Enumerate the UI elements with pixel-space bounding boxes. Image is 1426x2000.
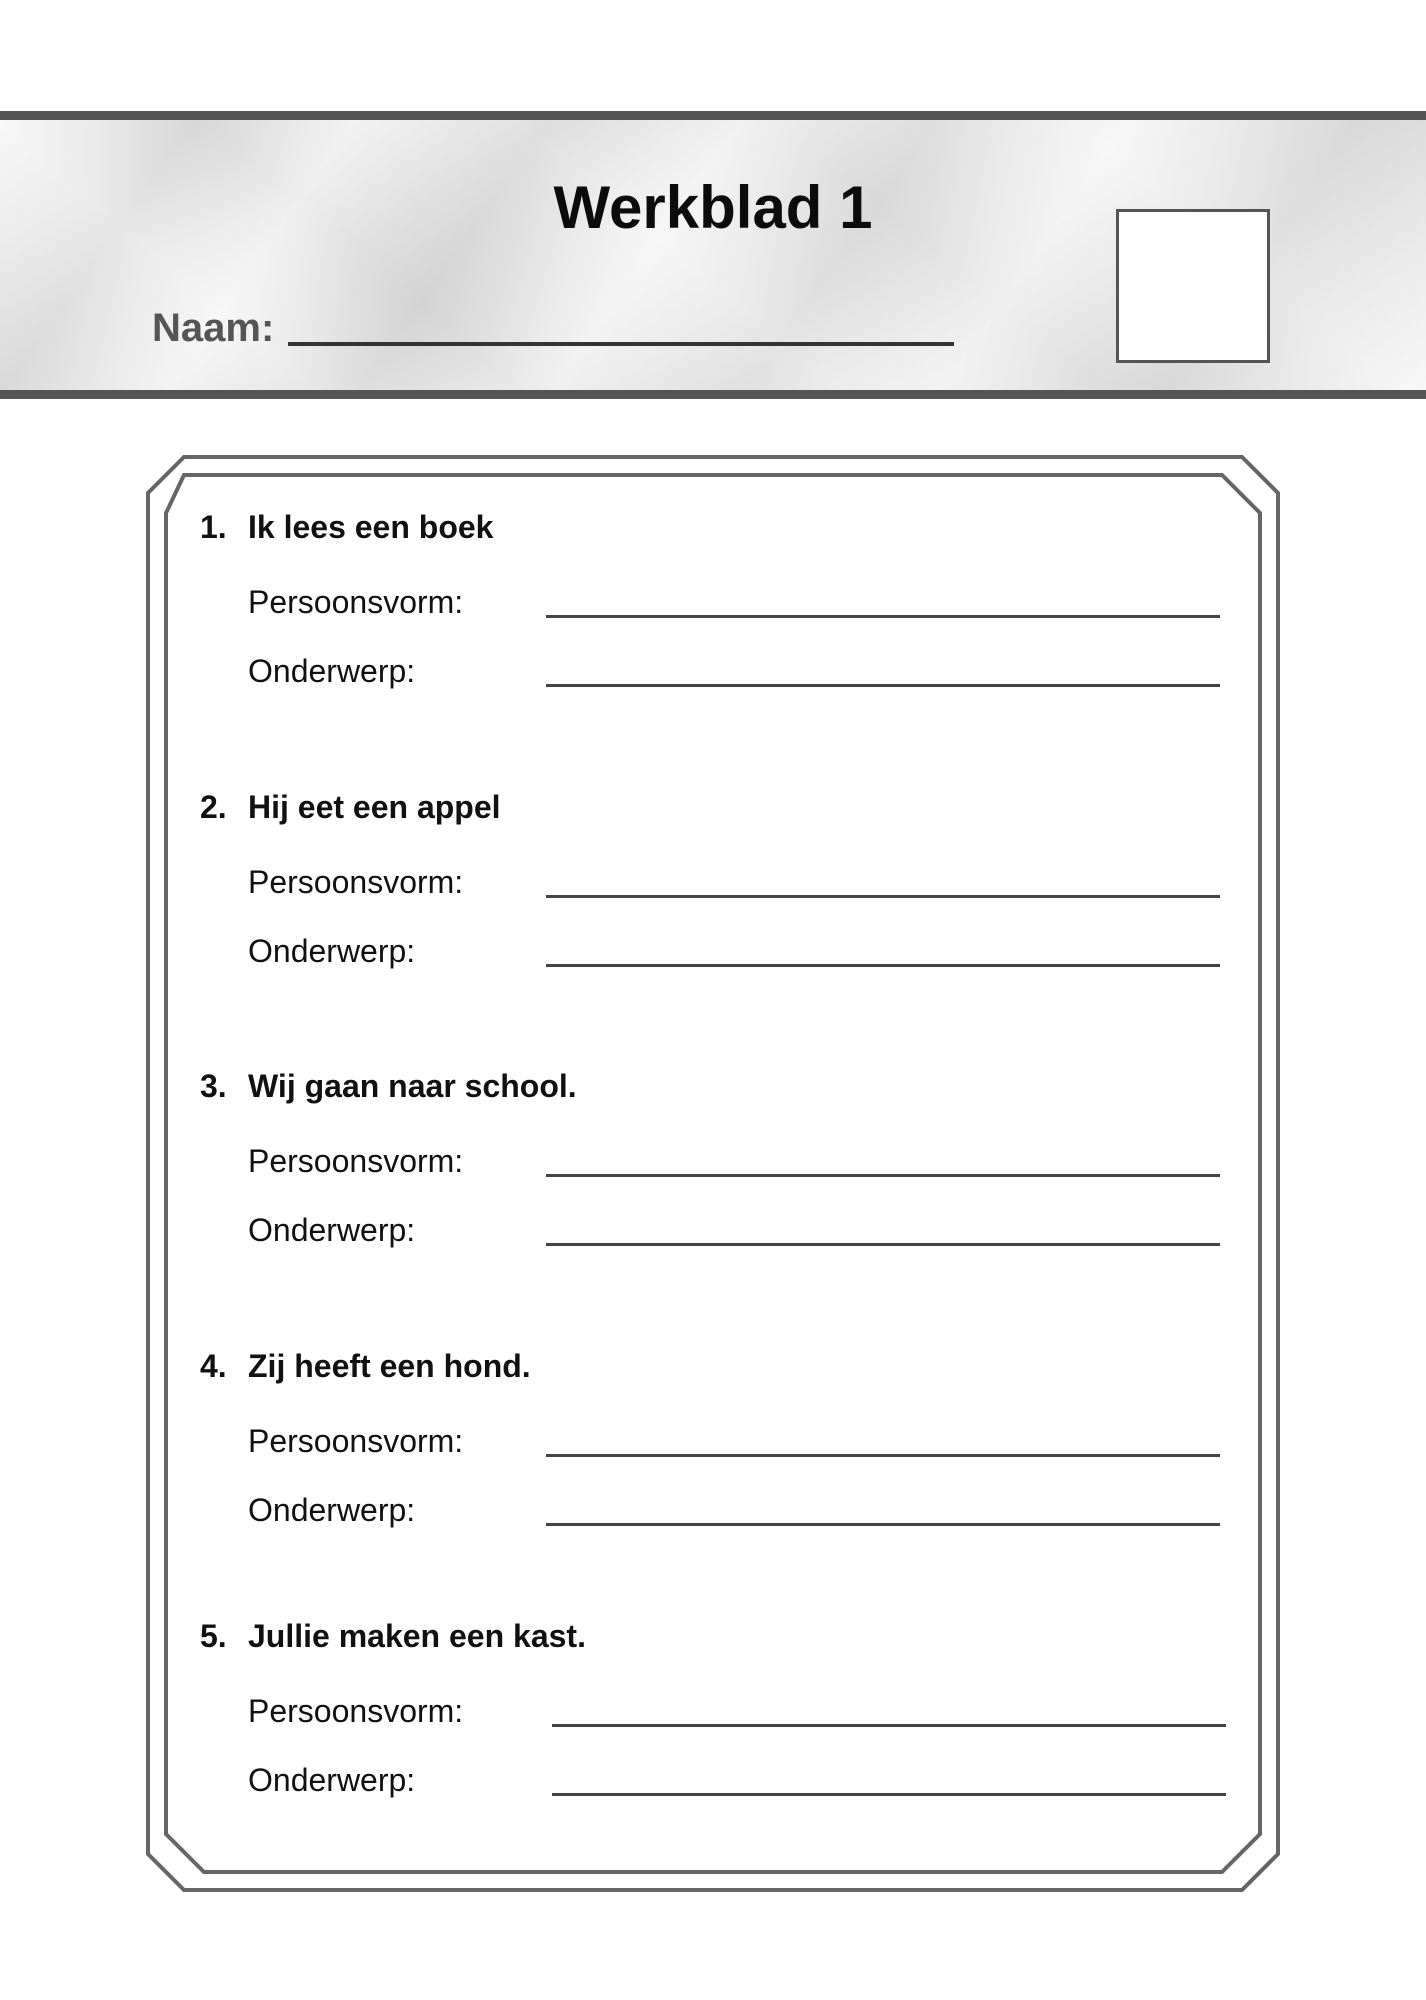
name-row bbox=[152, 308, 954, 348]
persoonsvorm-row bbox=[248, 586, 1220, 618]
persoonsvorm-row bbox=[248, 1145, 1220, 1177]
persoonsvorm-answer-line[interactable] bbox=[546, 1454, 1220, 1457]
onderwerp-row bbox=[248, 1764, 1226, 1796]
onderwerp-answer-line[interactable] bbox=[546, 964, 1220, 967]
persoonsvorm-answer-line[interactable] bbox=[552, 1724, 1226, 1727]
score-box[interactable] bbox=[1116, 209, 1270, 363]
onderwerp-row bbox=[248, 1214, 1220, 1246]
exercise-sentence: Ik lees een boek bbox=[248, 509, 494, 545]
persoonsvorm-row bbox=[248, 866, 1220, 898]
exercise-number: 1. bbox=[200, 509, 227, 545]
onderwerp-label: Onderwerp: bbox=[248, 1492, 416, 1528]
exercise-number: 2. bbox=[200, 789, 227, 825]
persoonsvorm-answer-line[interactable] bbox=[546, 1174, 1220, 1177]
exercise-number: 5. bbox=[200, 1618, 227, 1654]
persoonsvorm-row bbox=[248, 1425, 1220, 1457]
persoonsvorm-answer-line[interactable] bbox=[546, 615, 1220, 618]
name-label: Naam: bbox=[152, 306, 275, 350]
exercise-number: 3. bbox=[200, 1068, 227, 1104]
onderwerp-label: Onderwerp: bbox=[248, 653, 416, 689]
onderwerp-answer-line[interactable] bbox=[546, 1523, 1220, 1526]
exercise-title bbox=[200, 1070, 1230, 1102]
persoonsvorm-label: Persoonsvorm: bbox=[248, 1693, 464, 1729]
exercise-title bbox=[200, 1620, 1230, 1652]
exercise-2 bbox=[200, 789, 1230, 969]
onderwerp-row bbox=[248, 1494, 1220, 1526]
onderwerp-answer-line[interactable] bbox=[546, 684, 1220, 687]
name-input-line[interactable] bbox=[288, 342, 954, 346]
exercise-sentence: Wij gaan naar school. bbox=[248, 1068, 577, 1104]
exercise-3 bbox=[200, 1068, 1230, 1248]
exercise-sentence: Hij eet een appel bbox=[248, 789, 501, 825]
exercise-5 bbox=[200, 1618, 1230, 1798]
exercise-title bbox=[200, 1350, 1230, 1382]
onderwerp-row bbox=[248, 935, 1220, 967]
persoonsvorm-label: Persoonsvorm: bbox=[248, 1143, 464, 1179]
persoonsvorm-label: Persoonsvorm: bbox=[248, 1423, 464, 1459]
persoonsvorm-row bbox=[248, 1695, 1226, 1727]
exercise-title bbox=[200, 791, 1230, 823]
onderwerp-answer-line[interactable] bbox=[552, 1793, 1226, 1796]
onderwerp-label: Onderwerp: bbox=[248, 1762, 416, 1798]
onderwerp-label: Onderwerp: bbox=[248, 1212, 416, 1248]
exercise-title bbox=[200, 511, 1230, 543]
onderwerp-answer-line[interactable] bbox=[546, 1243, 1220, 1246]
persoonsvorm-label: Persoonsvorm: bbox=[248, 584, 464, 620]
exercise-sentence: Jullie maken een kast. bbox=[248, 1618, 586, 1654]
persoonsvorm-label: Persoonsvorm: bbox=[248, 864, 464, 900]
exercise-1 bbox=[200, 509, 1230, 689]
exercise-number: 4. bbox=[200, 1348, 227, 1384]
page-title: Werkblad 1 bbox=[553, 174, 873, 241]
onderwerp-label: Onderwerp: bbox=[248, 933, 416, 969]
exercise-sentence: Zij heeft een hond. bbox=[248, 1348, 531, 1384]
exercise-4 bbox=[200, 1348, 1230, 1528]
onderwerp-row bbox=[248, 655, 1220, 687]
header-band bbox=[0, 111, 1426, 399]
persoonsvorm-answer-line[interactable] bbox=[546, 895, 1220, 898]
